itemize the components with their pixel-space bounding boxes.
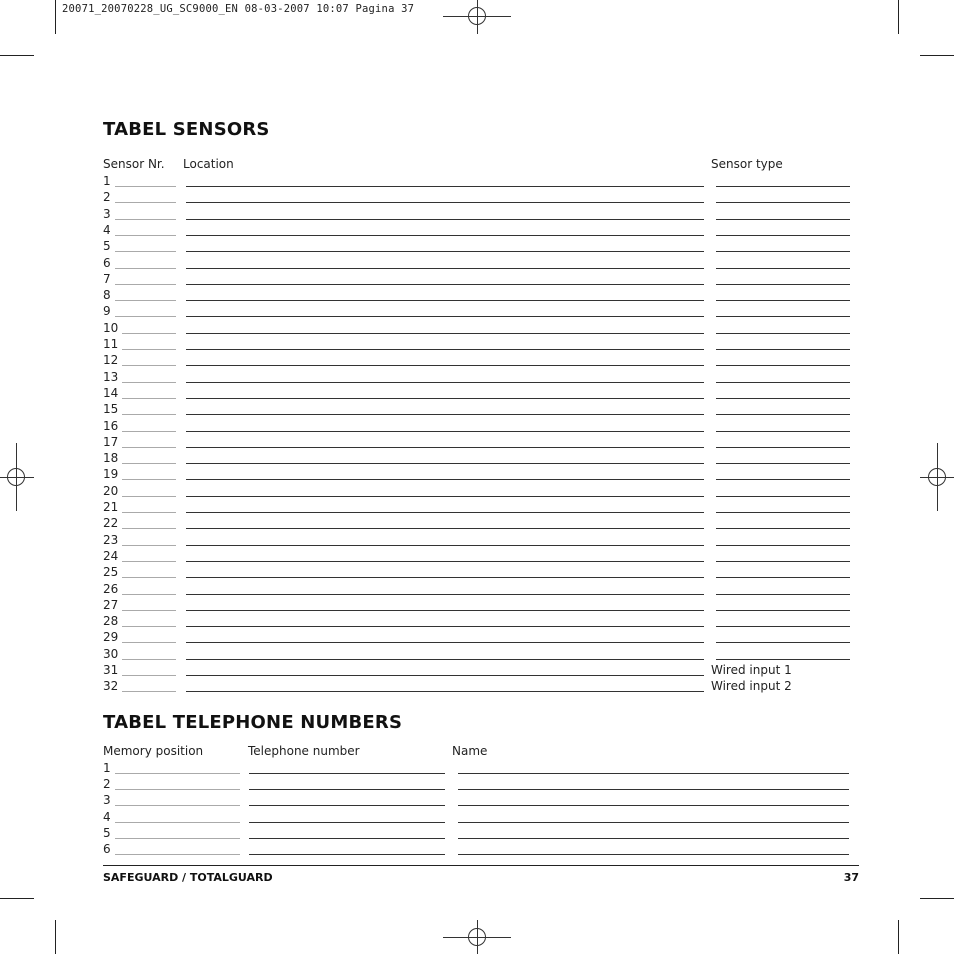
sensor-number: 30: [103, 646, 119, 661]
sensor-row: [103, 563, 863, 579]
location-field[interactable]: [186, 202, 704, 203]
sensor-number: 24: [103, 548, 119, 563]
sensor-type-field[interactable]: [716, 626, 850, 627]
location-field[interactable]: [186, 268, 704, 269]
sensor-number-field[interactable]: [115, 268, 176, 269]
location-field[interactable]: [186, 659, 704, 660]
sensor-type-field[interactable]: [716, 659, 850, 660]
sensor-number-field[interactable]: [115, 251, 176, 252]
sensor-number: 10: [103, 320, 119, 335]
name-field[interactable]: [458, 838, 849, 839]
sensor-row: [103, 482, 863, 498]
memory-position-header: Memory position: [103, 744, 204, 758]
sensor-row: [103, 302, 863, 318]
location-field[interactable]: [186, 316, 704, 317]
telephone-row: [103, 840, 863, 856]
sensor-number-field[interactable]: [122, 414, 176, 415]
sensor-number: 25: [103, 565, 119, 580]
telephone-number-field[interactable]: [249, 773, 445, 774]
name-header: Name: [452, 744, 488, 758]
memory-position-number: 3: [103, 793, 111, 808]
location-field[interactable]: [186, 349, 704, 350]
footer-rule: [103, 865, 859, 866]
location-field[interactable]: [186, 691, 704, 692]
sensor-row: [103, 661, 863, 677]
crop-mark: [920, 898, 954, 899]
sensor-type-field[interactable]: [716, 382, 850, 383]
location-field[interactable]: [186, 235, 704, 236]
sensor-row: [103, 368, 863, 384]
name-field[interactable]: [458, 789, 849, 790]
sensor-row: [103, 221, 863, 237]
memory-position-number: 6: [103, 842, 111, 856]
telephone-number-field[interactable]: [249, 789, 445, 790]
name-field[interactable]: [458, 773, 849, 774]
sensor-number: 27: [103, 597, 119, 612]
sensor-number: 12: [103, 353, 119, 368]
sensor-type-field[interactable]: [716, 349, 850, 350]
sensor-number-field[interactable]: [122, 675, 176, 676]
location-field[interactable]: [186, 512, 704, 513]
memory-position-number: 1: [103, 761, 111, 775]
sensor-row: [103, 384, 863, 400]
location-field[interactable]: [186, 333, 704, 334]
sensor-row: [103, 465, 863, 481]
location-field[interactable]: [186, 431, 704, 432]
sensor-number-field[interactable]: [122, 431, 176, 432]
sensor-number-field[interactable]: [115, 284, 176, 285]
footer-brand: SAFEGUARD / TOTALGUARD: [103, 871, 273, 884]
sensor-row: [103, 596, 863, 612]
sensor-number-field[interactable]: [122, 626, 176, 627]
sensor-number: 3: [103, 206, 111, 221]
sensor-number-field[interactable]: [122, 561, 176, 562]
sensor-row: [103, 254, 863, 270]
location-field[interactable]: [186, 675, 704, 676]
sensor-number: 28: [103, 614, 119, 629]
sensor-number: 5: [103, 239, 111, 254]
location-field[interactable]: [186, 642, 704, 643]
location-field[interactable]: [186, 186, 704, 187]
sensor-number: 11: [103, 337, 119, 351]
sensor-type-field[interactable]: [716, 219, 850, 220]
sensor-type-field[interactable]: [716, 284, 850, 285]
sensor-type-field[interactable]: [716, 528, 850, 529]
sensor-nr-header: Sensor Nr.: [103, 157, 165, 171]
crop-mark: [55, 920, 56, 954]
sensor-row: [103, 498, 863, 514]
sensor-row: [103, 237, 863, 253]
sensor-number: 19: [103, 467, 119, 482]
sensor-number-field[interactable]: [122, 594, 176, 595]
sensor-number-field[interactable]: [122, 577, 176, 578]
telephone-title: TABEL TELEPHONE NUMBERS: [103, 712, 403, 733]
sensor-type-field[interactable]: [716, 447, 850, 448]
name-field[interactable]: [458, 854, 849, 855]
sensor-row: [103, 400, 863, 416]
sensor-type-field[interactable]: [716, 316, 850, 317]
sensor-number: 16: [103, 418, 119, 433]
sensor-row: [103, 531, 863, 547]
telephone-number-field[interactable]: [249, 838, 445, 839]
sensor-number-field[interactable]: [115, 219, 176, 220]
crop-mark: [920, 55, 954, 56]
telephone-number-header: Telephone number: [248, 744, 360, 758]
sensor-number-field[interactable]: [115, 186, 176, 187]
location-field[interactable]: [186, 414, 704, 415]
memory-position-field[interactable]: [115, 773, 240, 774]
location-field[interactable]: [186, 284, 704, 285]
sensor-type-field[interactable]: [716, 202, 850, 203]
sensor-number: 26: [103, 581, 119, 596]
sensor-number: 21: [103, 500, 119, 514]
sensor-row: [103, 628, 863, 644]
location-field[interactable]: [186, 561, 704, 562]
location-field[interactable]: [186, 626, 704, 627]
sensor-number-field[interactable]: [122, 333, 176, 334]
sensor-type-field[interactable]: [716, 512, 850, 513]
sensor-row: [103, 172, 863, 188]
crop-mark: [898, 0, 899, 34]
sensor-row: [103, 547, 863, 563]
sensor-type-field[interactable]: [716, 414, 850, 415]
sensor-row: [103, 417, 863, 433]
sensor-number-field[interactable]: [115, 202, 176, 203]
sensor-row: [103, 205, 863, 221]
sensor-type-field[interactable]: [716, 545, 850, 546]
sensor-number-field[interactable]: [115, 316, 176, 317]
telephone-number-field[interactable]: [249, 854, 445, 855]
sensor-number: 4: [103, 222, 111, 237]
sensor-type-field[interactable]: [716, 186, 850, 187]
sensor-number: 18: [103, 451, 119, 466]
sensor-type-header: Sensor type: [711, 157, 783, 171]
memory-position-number: 4: [103, 809, 111, 824]
crop-mark: [0, 55, 34, 56]
sensor-number-field[interactable]: [122, 447, 176, 448]
memory-position-field[interactable]: [115, 805, 240, 806]
location-field[interactable]: [186, 382, 704, 383]
sensor-number-field[interactable]: [122, 545, 176, 546]
sensor-number: 32: [103, 679, 119, 694]
sensor-number: 22: [103, 516, 119, 531]
sensor-type-field[interactable]: [716, 463, 850, 464]
sensor-number-field[interactable]: [122, 659, 176, 660]
sensor-row: [103, 270, 863, 286]
sensor-number-field[interactable]: [122, 463, 176, 464]
sensor-number-field[interactable]: [122, 528, 176, 529]
sensor-number: 23: [103, 532, 119, 547]
sensor-number-field[interactable]: [122, 610, 176, 611]
location-field[interactable]: [186, 610, 704, 611]
telephone-row: [103, 759, 863, 775]
telephone-row: [103, 808, 863, 824]
page-number: 37: [843, 871, 859, 884]
location-field[interactable]: [186, 479, 704, 480]
sensor-row: [103, 188, 863, 204]
sensor-type-value: Wired input 2: [711, 679, 792, 694]
sensor-number-field[interactable]: [115, 300, 176, 301]
sensor-type-field[interactable]: [716, 642, 850, 643]
crop-mark: [55, 0, 56, 34]
sensor-type-field[interactable]: [716, 431, 850, 432]
sensor-type-field[interactable]: [716, 496, 850, 497]
sensor-number: 17: [103, 434, 119, 449]
memory-position-number: 5: [103, 825, 111, 840]
sensor-type-field[interactable]: [716, 479, 850, 480]
sensor-row: [103, 319, 863, 335]
location-field[interactable]: [186, 219, 704, 220]
sensor-number-field[interactable]: [122, 642, 176, 643]
sensor-type-field[interactable]: [716, 300, 850, 301]
crop-mark: [898, 920, 899, 954]
telephone-row: [103, 791, 863, 807]
sensor-number: 2: [103, 190, 111, 205]
location-field[interactable]: [186, 545, 704, 546]
sensor-number-field[interactable]: [122, 382, 176, 383]
telephone-number-field[interactable]: [249, 822, 445, 823]
memory-position-field[interactable]: [115, 789, 240, 790]
sensor-row: [103, 514, 863, 530]
sensor-type-field[interactable]: [716, 235, 850, 236]
telephone-row: [103, 775, 863, 791]
name-field[interactable]: [458, 822, 849, 823]
sensor-type-field[interactable]: [716, 561, 850, 562]
sensor-row: [103, 335, 863, 351]
sensor-number-field[interactable]: [122, 691, 176, 692]
sensor-number: 8: [103, 288, 111, 303]
sensor-number-field[interactable]: [115, 235, 176, 236]
sensor-number: 13: [103, 369, 119, 384]
memory-position-field[interactable]: [115, 838, 240, 839]
sensor-type-value: Wired input 1: [711, 663, 792, 677]
sensor-number-field[interactable]: [122, 398, 176, 399]
location-field[interactable]: [186, 300, 704, 301]
sensor-number: 9: [103, 304, 111, 319]
sensor-type-field[interactable]: [716, 610, 850, 611]
location-field[interactable]: [186, 251, 704, 252]
sensor-row: [103, 351, 863, 367]
memory-position-field[interactable]: [115, 822, 240, 823]
sensor-row: [103, 677, 863, 693]
sensor-row: [103, 449, 863, 465]
sensor-row: [103, 645, 863, 661]
location-field[interactable]: [186, 577, 704, 578]
sensor-type-field[interactable]: [716, 365, 850, 366]
location-field[interactable]: [186, 463, 704, 464]
sensor-number-field[interactable]: [122, 496, 176, 497]
sensor-number: 20: [103, 483, 119, 498]
name-field[interactable]: [458, 805, 849, 806]
location-field[interactable]: [186, 365, 704, 366]
sensor-number-field[interactable]: [122, 479, 176, 480]
location-field[interactable]: [186, 496, 704, 497]
sensor-number: 1: [103, 174, 111, 188]
sensor-number: 7: [103, 271, 111, 286]
location-field[interactable]: [186, 528, 704, 529]
sensor-row: [103, 612, 863, 628]
sensor-number-field[interactable]: [122, 365, 176, 366]
sensor-number: 15: [103, 402, 119, 417]
sensor-row: [103, 433, 863, 449]
sensor-type-field[interactable]: [716, 594, 850, 595]
sensor-type-field[interactable]: [716, 577, 850, 578]
sensor-type-field[interactable]: [716, 398, 850, 399]
sensor-type-field[interactable]: [716, 251, 850, 252]
sensor-number-field[interactable]: [122, 512, 176, 513]
sensor-type-field[interactable]: [716, 333, 850, 334]
location-field[interactable]: [186, 398, 704, 399]
crop-mark: [0, 898, 34, 899]
telephone-number-field[interactable]: [249, 805, 445, 806]
location-header: Location: [183, 157, 234, 171]
sensor-number: 6: [103, 255, 111, 270]
sensor-row: [103, 286, 863, 302]
memory-position-field[interactable]: [115, 854, 240, 855]
memory-position-number: 2: [103, 777, 111, 792]
sensor-number-field[interactable]: [122, 349, 176, 350]
sensor-row: [103, 580, 863, 596]
sensor-number: 14: [103, 385, 119, 400]
sensor-number: 31: [103, 663, 119, 677]
sensor-type-field[interactable]: [716, 268, 850, 269]
location-field[interactable]: [186, 447, 704, 448]
telephone-row: [103, 824, 863, 840]
print-slug: 20071_20070228_UG_SC9000_EN 08-03-2007 10:07 Pagina 37: [62, 3, 415, 15]
location-field[interactable]: [186, 594, 704, 595]
sensor-number: 29: [103, 630, 119, 645]
sensors-title: TABEL SENSORS: [103, 119, 270, 140]
